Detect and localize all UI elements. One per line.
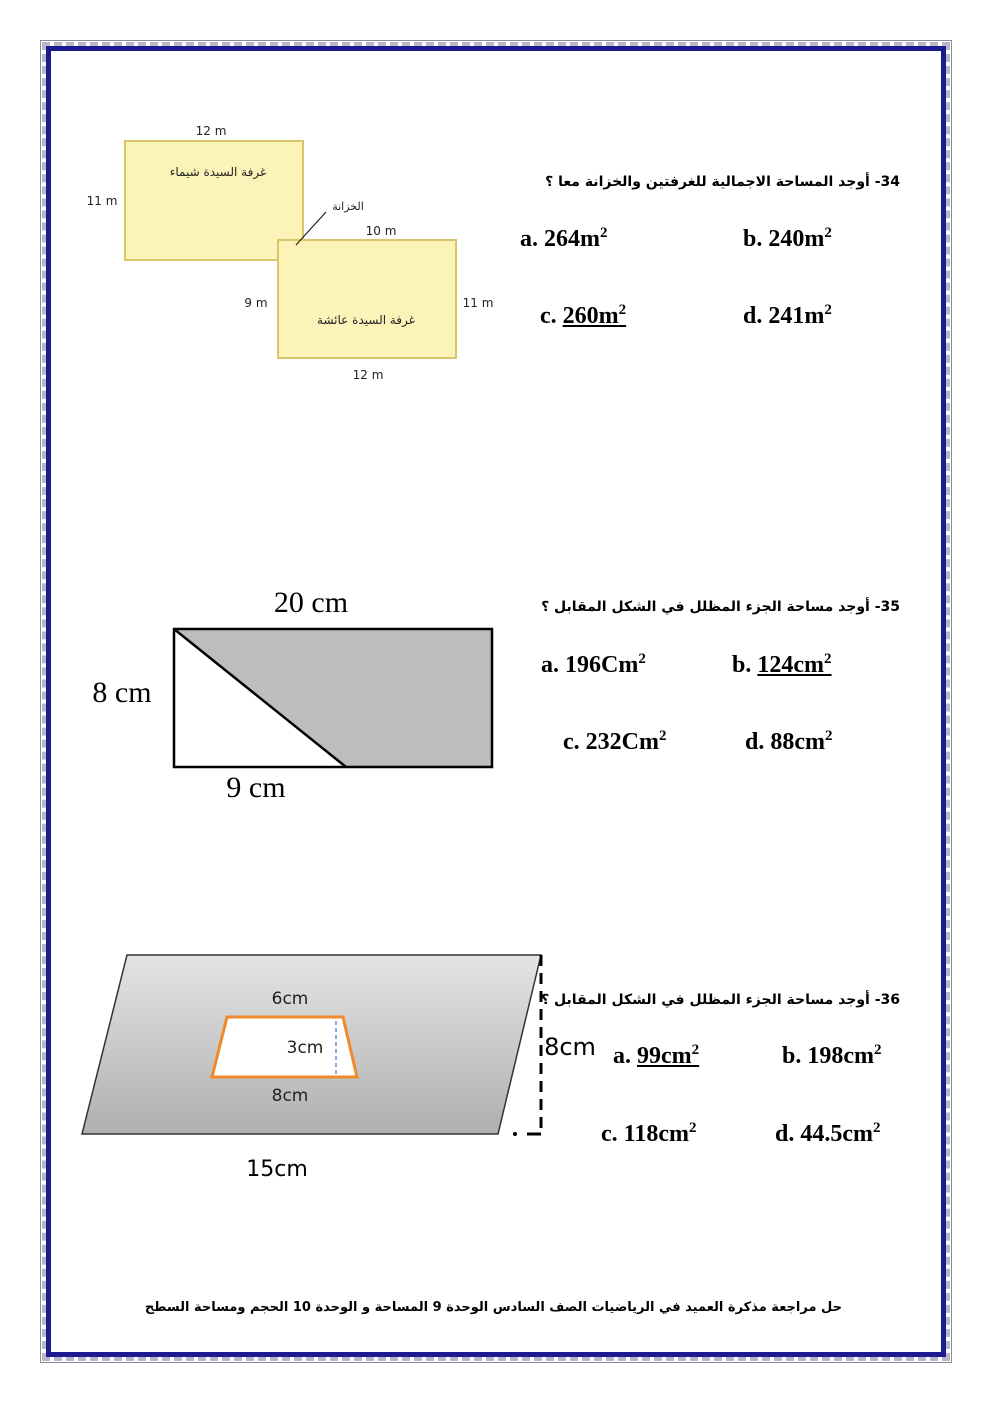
q36-option-a-exp: 2 <box>691 1042 700 1058</box>
q36-option-d-value: 44.5cm <box>800 1121 874 1147</box>
q34-option-c-value: 260m <box>562 303 619 329</box>
q36-option-c[interactable] <box>601 1120 696 1148</box>
q36-dot-mark <box>513 1132 517 1136</box>
q34-dim-left2: 9 m <box>244 296 268 310</box>
q34-dim-left: 11 m <box>86 194 118 208</box>
q36-option-a-value: 99cm <box>637 1043 692 1069</box>
q34-option-a-value: 264m <box>544 226 600 252</box>
q35-option-c-value: 232Cm <box>585 729 659 755</box>
q36-option-b-letter: b. <box>782 1043 802 1069</box>
q34-question: 34- أوجد المساحة الاجمالية للغرفتين والخزانة معا ؟ <box>545 174 900 190</box>
q34-option-d-exp: 2 <box>824 302 832 318</box>
q35-option-c-exp: 2 <box>658 728 667 744</box>
q34-room2-label: غرفة السيدة عائشة <box>317 313 415 327</box>
q36-option-d[interactable] <box>775 1120 881 1148</box>
q34-room1-label: غرفة السيدة شيماء <box>169 165 267 179</box>
q34-option-b-letter: b. <box>743 226 763 252</box>
q34-option-b-exp: 2 <box>824 225 832 241</box>
q35-option-a-letter: a. <box>541 652 559 678</box>
q35-question: 35- أوجد مساحة الجزء المظلل في الشكل المقابل ؟ <box>541 599 900 615</box>
q34-dim-right2: 11 m <box>462 296 494 310</box>
q36-option-d-exp: 2 <box>873 1120 881 1136</box>
q35-option-d-exp: 2 <box>825 728 833 744</box>
q36-trap-bottom-label: 8cm <box>271 1086 309 1106</box>
q36-question: 36- أوجد مساحة الجزء المظلل في الشكل المقابل ؟ <box>541 992 900 1008</box>
q36-option-b-value: 198cm <box>807 1043 875 1069</box>
q36-option-a-answer <box>637 1043 699 1069</box>
q36-option-a[interactable] <box>613 1042 699 1070</box>
q35-option-b-value: 124cm <box>757 652 825 678</box>
q35-option-c-letter: c. <box>563 729 580 755</box>
q36-option-b-exp: 2 <box>874 1042 882 1058</box>
q35-dim-bottom: 9 cm <box>226 771 286 804</box>
q34-option-c-letter: c. <box>540 303 557 329</box>
q34-dim-top: 12 m <box>195 124 227 138</box>
q36-trap-top-label: 6cm <box>271 989 309 1009</box>
q35-option-a-value: 196Cm <box>565 652 639 678</box>
q35-option-b-letter: b. <box>732 652 752 678</box>
q36-option-c-value: 118cm <box>623 1121 689 1147</box>
q36-option-d-letter: d. <box>775 1121 795 1147</box>
q34-option-b-value: 240m <box>768 226 825 252</box>
q34-option-d-letter: d. <box>743 303 763 329</box>
q34-option-a-exp: 2 <box>600 225 608 241</box>
q34-dim-bottom: 12 m <box>352 368 384 382</box>
q35-dim-left: 8 cm <box>92 676 152 709</box>
q34-option-a-letter: a. <box>520 226 538 252</box>
q36-para-base-label: 15cm <box>246 1157 308 1182</box>
q36-trapezoid <box>212 1017 357 1077</box>
q36-option-c-letter: c. <box>601 1121 618 1147</box>
q35-option-d-value: 88cm <box>770 729 826 755</box>
q34-closet-label: الخزانة <box>332 200 364 213</box>
q35-option-a-exp: 2 <box>638 651 646 667</box>
q36-option-c-exp: 2 <box>688 1120 697 1136</box>
q34-option-d-value: 241m <box>768 303 825 329</box>
q36-trap-height-label: 3cm <box>286 1038 324 1058</box>
q35-option-d-letter: d. <box>745 729 765 755</box>
q34-dim-overlap: 10 m <box>365 224 397 238</box>
q34-option-c-exp: 2 <box>618 302 627 318</box>
q36-option-a-letter: a. <box>613 1043 631 1069</box>
q35-dim-top: 20 cm <box>273 586 349 619</box>
footer-title: حل مراجعة مذكرة العميد في الرياضيات الصف السادس الوحدة 9 المساحة و الوحدة 10 الحجم ومساحة السطح <box>144 1300 842 1315</box>
q36-para-height-label: 8cm <box>544 1033 596 1061</box>
q35-option-b-exp: 2 <box>824 651 832 667</box>
q36-option-b[interactable] <box>782 1042 882 1070</box>
